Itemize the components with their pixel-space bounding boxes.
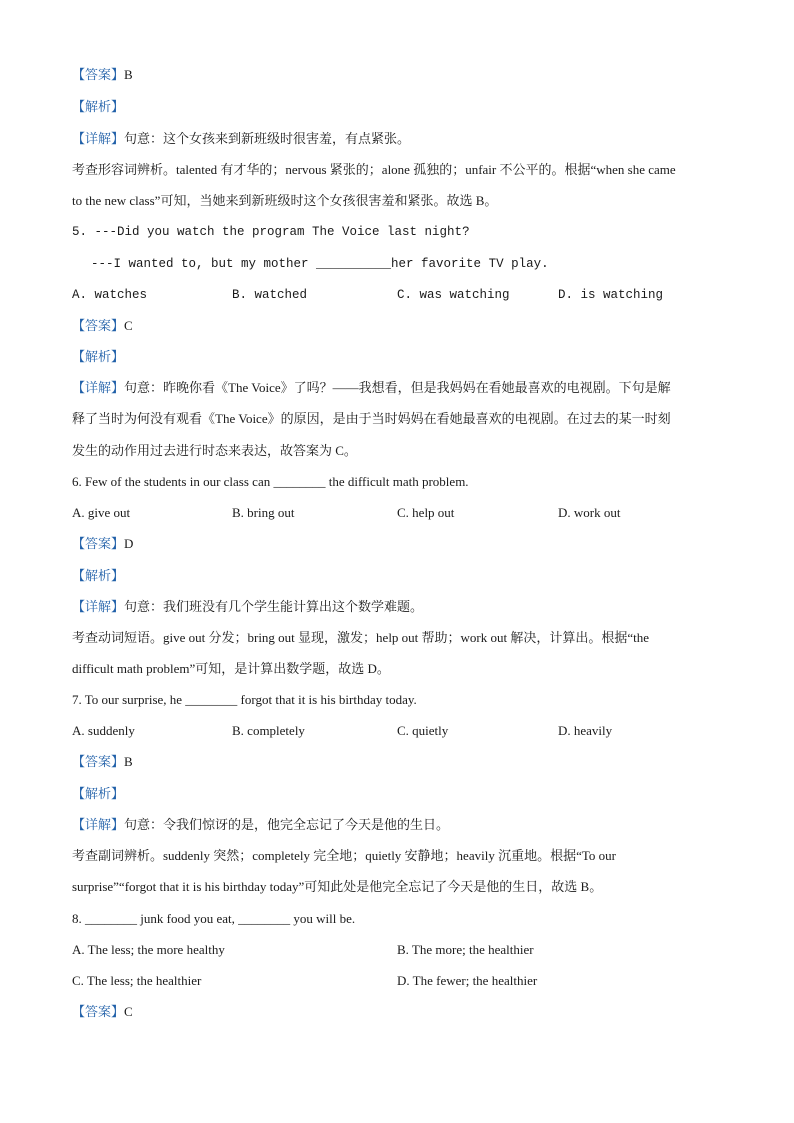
options-row [72,503,724,523]
option-d: D. is watching [558,288,664,302]
option-b: B. watched [232,288,308,302]
options-row [72,940,724,960]
option-b: B. The more; the healthier [397,942,534,957]
option-d: D. heavily [558,723,613,738]
detail-line: 【详解】句意：我们班没有几个学生能计算出这个数学难题。 [72,599,424,614]
detail-line: 【详解】句意：昨晚你看《The Voice》了吗？——我想看，但是我妈妈在看她最喜欢的电视剧。下句是解 [72,380,671,395]
option-a: A. suddenly [72,723,135,738]
answer-line: 【答案】C [72,1004,133,1019]
option-a: A. give out [72,505,131,520]
analysis-line: 【解析】 [72,99,125,114]
option-d: D. The fewer; the healthier [397,973,538,988]
explanation-text: 考查副词辨析。suddenly 突然；completely 完全地；quietly 安静地；heavily 沉重地。根据“To our [72,848,616,863]
question-stem: ---I wanted to, but my mother __________her favorite TV play. [91,257,549,271]
option-c: C. quietly [397,723,449,738]
options-row [72,285,724,305]
question-stem: 6. Few of the students in our class can ________ the difficult math problem. [72,474,469,489]
answer-line: 【答案】B [72,67,133,82]
option-a: A. watches [72,288,148,302]
option-c: C. help out [397,505,455,520]
options-row [72,971,724,991]
analysis-line: 【解析】 [72,568,125,583]
option-c: C. was watching [397,288,510,302]
option-b: B. completely [232,723,305,738]
explanation-text: surprise”“forgot that it is his birthday today”可知此处是他完全忘记了今天是他的生日，故选 B。 [72,879,603,894]
option-d: D. work out [558,505,621,520]
answer-line: 【答案】B [72,754,133,769]
analysis-line: 【解析】 [72,786,125,801]
explanation-text: 释了当时为何没有观看《The Voice》的原因，是由于当时妈妈在看她最喜欢的电视剧。在过去的某一时刻 [72,411,671,426]
option-c: C. The less; the healthier [72,973,202,988]
explanation-text: 考查形容词辨析。talented 有才华的；nervous 紧张的；alone 孤独的；unfair 不公平的。根据“when she came [72,162,676,177]
explanation-text: difficult math problem”可知，是计算出数学题，故选 D。 [72,661,390,676]
question-stem: 5. ---Did you watch the program The Voice last night? [72,225,470,239]
analysis-line: 【解析】 [72,349,125,364]
explanation-text: 考查动词短语。give out 分发；bring out 显现，激发；help out 帮助；work out 解决，计算出。根据“the [72,630,650,645]
option-b: B. bring out [232,505,295,520]
option-a: A. The less; the more healthy [72,942,225,957]
explanation-text: to the new class”可知，当她来到新班级时这个女孩很害羞和紧张。故选 B。 [72,193,498,208]
question-stem: 8. ________ junk food you eat, ________ you will be. [72,911,356,926]
detail-line: 【详解】句意：这个女孩来到新班级时很害羞，有点紧张。 [72,131,411,146]
answer-line: 【答案】D [72,536,134,551]
explanation-text: 发生的动作用过去进行时态来表达，故答案为 C。 [72,443,357,458]
detail-line: 【详解】句意：令我们惊讶的是，他完全忘记了今天是他的生日。 [72,817,450,832]
question-stem: 7. To our surprise, he ________ forgot that it is his birthday today. [72,692,417,707]
answer-line: 【答案】C [72,318,133,333]
options-row [72,721,724,741]
